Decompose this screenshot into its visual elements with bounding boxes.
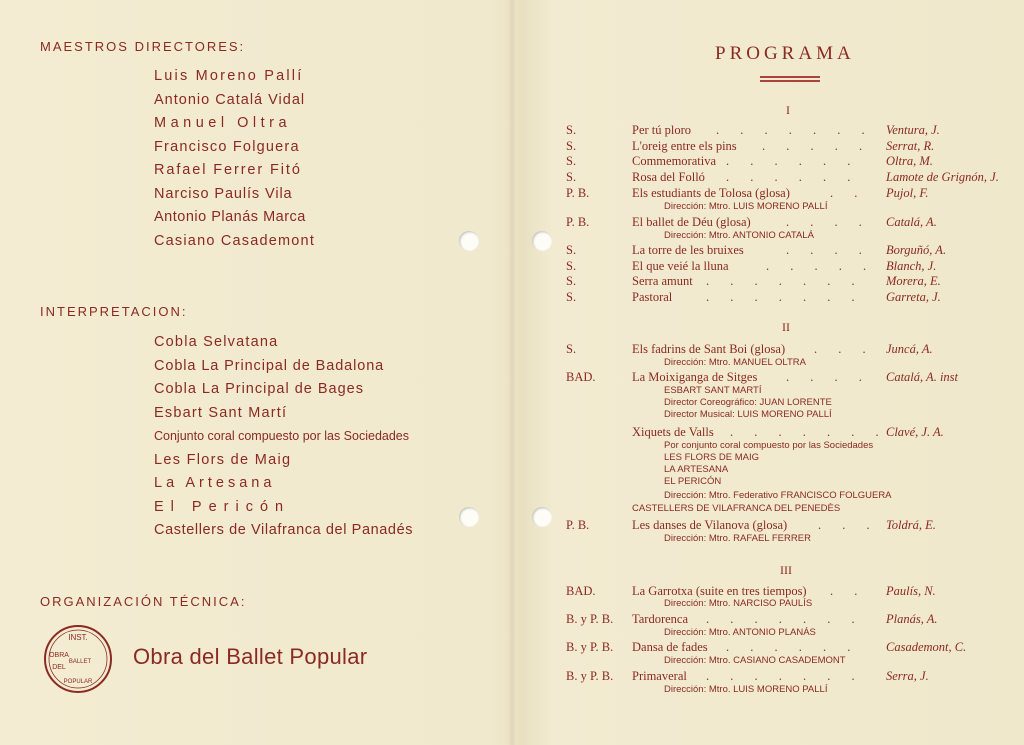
leader-dots: . . . (818, 518, 879, 532)
piece-title: Serra amunt (632, 274, 693, 288)
leader-dots: . . . . . (766, 259, 876, 273)
director-note: Dirección: Mtro. RAFAEL FERRER (664, 533, 811, 544)
performer-name: El Pericón (154, 498, 291, 515)
piece-title: L'oreig entre els pins (632, 139, 737, 153)
director-note: Dirección: Mtro. LUIS MORENO PALLÍ (664, 684, 828, 695)
performer-name: Cobla La Principal de Bages (154, 381, 364, 397)
performer-name: Cobla La Principal de Badalona (154, 357, 385, 374)
director-name: Rafael Ferrer Fitó (154, 162, 302, 178)
performance-type: S. (566, 259, 577, 273)
performers-list (154, 331, 413, 543)
performance-type: S. (566, 123, 577, 137)
director-note: Dirección: Mtro. LUIS MORENO PALLÍ (664, 201, 828, 212)
composer: Lamote de Grignón, J. (886, 170, 999, 184)
program-row (566, 611, 1006, 627)
directors-heading: MAESTROS DIRECTORES: (40, 39, 246, 54)
punch-hole (459, 507, 479, 527)
program-row (566, 639, 1006, 655)
program-row (566, 583, 1006, 599)
piece-title: La torre de les bruixes (632, 243, 744, 257)
performance-type: S. (566, 170, 577, 184)
program-row (566, 369, 1006, 385)
ensemble-note: LA ARTESANA (664, 464, 729, 475)
ensemble-note: ESBART SANT MARTÍ (664, 385, 762, 396)
composer: Toldrá, E. (886, 518, 936, 532)
director-note: Dirección: Mtro. CASIANO CASADEMONT (664, 655, 846, 666)
piece-title: Tardorenca (632, 612, 689, 626)
punch-hole (459, 231, 479, 251)
program-row (566, 289, 1006, 305)
program-row (566, 169, 1006, 185)
logo-text: BALLET (68, 659, 92, 665)
piece-title: Primaveral (632, 669, 687, 683)
performance-type: B. y P. B. (566, 612, 614, 626)
program-row (566, 185, 1006, 201)
leader-dots: . . . . . . . (706, 669, 864, 683)
director-note: Dirección: Mtro. ANTONIO PLANÁS (664, 627, 816, 638)
leader-dots: . . . . . . . (706, 290, 864, 304)
piece-title: Pastoral (632, 290, 673, 304)
composer: Serrat, R. (886, 139, 935, 153)
performer-name: Les Flors de Maig (154, 451, 292, 468)
composer: Catalá, A. inst (886, 370, 959, 384)
organization-name: Obra del Ballet Popular (133, 644, 368, 669)
director-name: Casiano Casademont (154, 232, 316, 249)
performance-type: P. B. (566, 186, 590, 200)
director-note: Director Coreográfico: JUAN LORENTE (664, 397, 832, 408)
director-note: Dirección: Mtro. ANTONIO CATALÁ (664, 230, 814, 241)
piece-title: El que veié la lluna (632, 259, 729, 273)
performance-type: S. (566, 274, 577, 288)
piece-title: Per tú ploro (632, 123, 692, 137)
performance-type: S. (566, 290, 577, 304)
performer-name: Castellers de Vilafranca del Panadés (154, 522, 414, 538)
program-row (566, 668, 1006, 684)
punch-hole (532, 231, 552, 251)
piece-title: La Garrotxa (suite en tres tiempos) (632, 584, 807, 598)
director-name: Antonio Catalá Vidal (154, 91, 306, 108)
piece-title: Rosa del Folló (632, 170, 705, 184)
program-row (566, 214, 1006, 230)
performance-type: S. (566, 243, 577, 257)
performance-type: S. (566, 139, 577, 153)
composer: Morera, E. (886, 274, 941, 288)
composer: Catalá, A. (886, 215, 937, 229)
piece-title: Dansa de fades (632, 640, 708, 654)
program-row (566, 153, 1006, 169)
composer: Planás, A. (886, 612, 938, 626)
leader-dots: . . . . . . . (706, 274, 864, 288)
performance-type: B. y P. B. (566, 669, 614, 683)
interpretation-heading: INTERPRETACION: (40, 304, 188, 319)
performer-name: Esbart Sant Martí (154, 404, 288, 421)
leader-dots: . . . . . . (726, 170, 860, 184)
composer: Juncá, A. (886, 342, 933, 356)
logo-text: INST. (68, 633, 88, 642)
program-row (566, 258, 1006, 274)
program-title: PROGRAMA (715, 43, 855, 64)
ensemble-note: Por conjunto coral compuesto por las Sociedades (664, 440, 874, 451)
director-name: Luis Moreno Pallí (154, 68, 304, 84)
performer-name: Cobla Selvatana (154, 334, 279, 350)
piece-title: La Moixiganga de Sitges (632, 370, 758, 384)
director-name: Francisco Folguera (154, 138, 300, 155)
title-rule (760, 80, 820, 82)
director-note: Dirección: Mtro. NARCISO PAULÍS (664, 598, 813, 609)
piece-title: El ballet de Déu (glosa) (632, 215, 751, 229)
program-row (566, 122, 1006, 138)
program-row (566, 138, 1006, 154)
leader-dots: . . (830, 186, 867, 200)
performance-type: BAD. (566, 370, 596, 384)
leader-dots: . . . . (786, 243, 871, 257)
program-row (566, 341, 1006, 357)
composer: Serra, J. (886, 669, 929, 683)
leader-dots: . . . . . . . (706, 612, 864, 626)
leader-dots: . . . . . (762, 139, 872, 153)
performer-name: La Artesana (154, 475, 276, 491)
composer: Garreta, J. (886, 290, 941, 304)
composer: Pujol, F. (886, 186, 929, 200)
title-rule (760, 76, 820, 78)
piece-title: Commemorativa (632, 154, 717, 168)
leader-dots: . . . (814, 342, 875, 356)
program-row (566, 424, 1006, 440)
leader-dots: . . . . . . (726, 154, 860, 168)
leader-dots: . . . . . . . (716, 123, 874, 137)
performance-type: B. y P. B. (566, 640, 614, 654)
logo-text: OBRA (49, 652, 69, 659)
piece-title: Xiquets de Valls (632, 425, 714, 439)
ballet-popular-logo-icon (42, 623, 114, 695)
leader-dots: . . (830, 584, 867, 598)
leader-dots: . . . . (786, 370, 871, 384)
leader-dots: . . . . . . . (730, 425, 888, 439)
director-note: Director Musical: LUIS MORENO PALLÍ (664, 409, 832, 420)
piece-title: Els estudiants de Tolosa (glosa) (632, 186, 790, 200)
performance-type: S. (566, 154, 577, 168)
performance-type: P. B. (566, 215, 590, 229)
director-name: Manuel Oltra (154, 115, 292, 131)
director-name: Narciso Paulís Vila (154, 185, 293, 202)
punch-hole (532, 507, 552, 527)
section-numeral: I (786, 103, 790, 117)
section-numeral: III (780, 563, 792, 577)
director-note: Dirección: Mtro. Federativo FRANCISCO FOLGUERA (664, 490, 892, 501)
performance-type: BAD. (566, 584, 596, 598)
director-name: Antonio Planás Marca (154, 209, 306, 225)
ensemble-note: EL PERICÓN (664, 476, 722, 487)
leader-dots: . . . . (786, 215, 871, 229)
leader-dots: . . . . . . (726, 640, 860, 654)
piece-title: Els fadrins de Sant Boi (glosa) (632, 342, 786, 356)
composer: Ventura, J. (886, 123, 940, 137)
directors-list (154, 65, 315, 253)
organization-heading: ORGANIZACIÓN TÉCNICA: (40, 594, 247, 609)
composer: Clavé, J. A. (886, 425, 944, 439)
composer: Blanch, J. (886, 259, 937, 273)
piece-title: Les danses de Vilanova (glosa) (632, 518, 788, 532)
composer: Oltra, M. (886, 154, 933, 168)
composer: Casademont, C. (886, 640, 967, 654)
center-fold (508, 0, 516, 745)
director-note: Dirección: Mtro. MANUEL OLTRA (664, 357, 806, 368)
composer: Paulís, N. (886, 584, 936, 598)
program-row (566, 517, 1006, 533)
ensemble-note: LES FLORS DE MAIG (664, 452, 760, 463)
section-numeral: II (782, 320, 790, 334)
ensemble-note: CASTELLERS DE VILAFRANCA DEL PENEDÈS (632, 503, 841, 514)
program-row (566, 242, 1006, 258)
logo-text: DEL (52, 664, 66, 671)
composer: Borguñó, A. (886, 243, 947, 257)
performance-type: P. B. (566, 518, 590, 532)
logo-text: POPULAR (63, 679, 93, 685)
program-row (566, 273, 1006, 289)
performer-name: Conjunto coral compuesto por las Sociedades (154, 429, 410, 443)
performance-type: S. (566, 342, 577, 356)
